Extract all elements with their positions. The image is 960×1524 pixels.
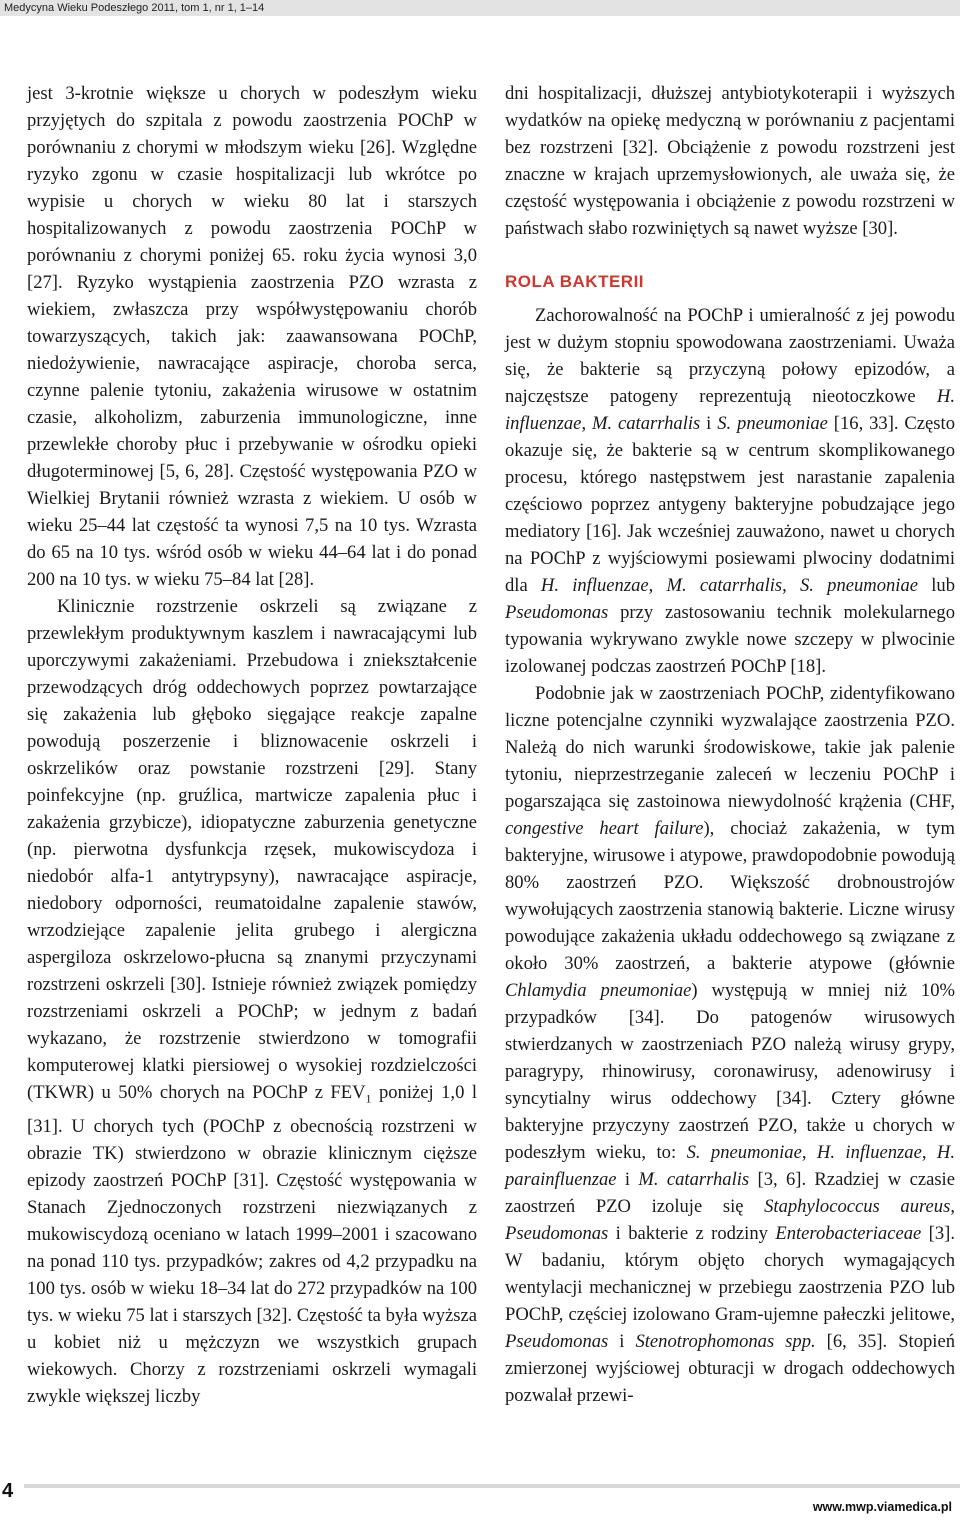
text: [3, 6]. Rzadziej w czasie zaostrzeń PZO izoluje się [505,1169,955,1217]
species-name: Pseudomonas [505,1331,609,1352]
species-name: H. influenzae [505,386,955,434]
text: , [950,1196,955,1217]
species-name: H. influenzae [540,575,649,596]
species-name: S. pneumoniae [800,575,919,596]
right-column [505,80,955,1409]
text: przy zastosowaniu technik molekularnego typowania wykrywano zwykle nowe szczepy w plwocinie izolowanej podczas zaostrzeń POChP [18]. [505,602,955,677]
text: Podobnie jak w zaostrzeniach POChP, zidentyfikowano liczne potencjalne czynniki wyzwalające zaostrzenia PZO. Należą do nich warunki środowiskowe, takie jak palenie tytoniu, nieprzestrzeganie zaleceń w leczeniu POChP i pogarszająca się zastoinowa niewydolność krążenia (CHF, [505,683,955,812]
species-name: H. influenzae [816,1142,922,1163]
text: [16, 33]. Często okazuje się, że bakterie są w centrum skomplikowanego procesu, którego następstwem jest narastanie zapalenia częściowo poprzez antygeny bakteryjne pobudzające jego mediatory [16]. Jak wcześniej zauważono, nawet u chorych na POChP z wyjściowymi posiewami plwociny dodatnimi dla [505,413,956,596]
species-name: Staphylococcus aureus [764,1196,951,1217]
left-paragraph-2-text-a: Klinicznie rozstrzenie oskrzeli są związane z przewlekłym produktywnym kaszlem i nawracającymi lub uporczywymi zakażeniami. Przebudowa i zniekształcenie przewodzących dróg oddechowych poprzez powtarzające się zakażenia lub głęboko sięgające reakcje zapalne powodują poszerzenie i bliznowacenie oskrzeli i oskrzelików oraz powstanie rozstrzeni [29]. Stany poinfekcyjne (np. gruźlica, martwicze zapalenia płuc i zakażenia grzybicze), idiopatyczne zaburzenia genetyczne (np. pierwotna dysfunkcja rzęsek, mukowiscydoza i niedobór alfa-1 antytrypsyny), nawracające aspiracje, niedobory odporności, reumatoidalne zapalenie stawów, wrzodziejące zapalenie jelita grubego i alergiczna aspergiloza oskrzelowo-płucna są znanymi przyczynami rozstrzeni oskrzeli [30]. Istnieje również związek pomiędzy rozstrzeniami oskrzeli a POChP; w jednym z badań wykazano, że rozstrzenie stwierdzono w tomografii komputerowej klatki piersiowej o wysokiej rozdzielczości (TKWR) u 50% chorych na POChP z FEV [27,596,477,1103]
text: i [616,1169,639,1190]
text: , [782,575,800,596]
text: Zachorowalność na POChP i umieralność z jej powodu jest w dużym stopniu spowodowana zaostrzeniami. Uważa się, że bakterie są przyczyną połowy epizodów, a najczęstsze patogeny reprezentują nieotoczkowe [505,305,955,407]
text: lub [918,575,955,596]
text: , [581,413,592,434]
left-paragraph-1: jest 3-krotnie większe u chorych w podeszłym wieku przyjętych do szpitala z powodu zaostrzenia POChP w porównaniu z chorymi w młodszym wieku [26]. Względne ryzyko zgonu w czasie hospitalizacji lub wkrótce po wypisie u chorych w wieku 80 lat i starszych hospitalizowanych z powodu zaostrzenia POChP w porównaniu z chorymi poniżej 65. roku życia wynosi 3,0 [27]. Ryzyko wystąpienia zaostrzenia PZO wzrasta z wiekiem, zwłaszcza przy współwystępowaniu chorób towarzyszących, takich jak: zaawansowana POChP, niedożywienie, nawracające aspiracje, choroba serca, czynne palenie tytoniu, zakażenia wirusowe w ostatnim czasie, alkoholizm, zaburzenia immunologiczne, inne przewlekłe choroby płuc i przebywanie w ośrodku opieki długoterminowej [5, 6, 28]. Częstość występowania PZO w Wielkiej Brytanii również wzrasta z wiekiem. U osób w wieku 25–44 lat częstość ta wynosi 7,5 na 10 tys. Wzrasta do 65 na 10 tys. wśród osób w wieku 44–64 lat i do ponad 200 na 10 tys. w wieku 75–84 lat [28]. [27,83,477,590]
species-name: Enterobacteriaceae [775,1223,922,1244]
left-paragraph-2-text-b: poniżej 1,0 l [31]. U chorych tych (POChP z obecnością rozstrzeni w obrazie TK) stwierdzono w obrazie klinicznym cięższe epizody zaostrzeń POChP [31]. Częstość występowania w Stanach Zjednoczonych rozstrzeni niezwiązanych z mukowiscydozą oceniano w latach 1999–2001 i szacowano na ponad 110 tys. przypadków; zakres od 4,2 przypadku na 100 tys. osób w wieku 18–34 lat do 272 przypadków na 100 tys. w wieku 75 lat i starszych [32]. Częstość ta była wyższa u kobiet niż u mężczyzn we wszystkich grupach wiekowych. Chorzy z rozstrzeniami oskrzeli wymagali zwykle większej liczby [27,1082,477,1407]
text: i [700,413,718,434]
species-name: M. catarrhalis [591,413,701,434]
text: , [921,1142,937,1163]
text: , [801,1142,817,1163]
section-heading: ROLA BAKTERII [505,272,645,291]
header-bar [0,0,960,16]
text: ), chociaż zakażenia, w tym bakteryjne, wirusowe i atypowe, prawdopodobnie powodują 80% zaostrzeń PZO. Większość drobnoustrojów wywołujących zaostrzenia stanowią bakterie. Liczne wirusy powodujące zakażenia układu oddechowego są związane z około 30% zaostrzeń, a bakterie atypowe (głównie [505,818,956,974]
text: i bakterie z rodziny [608,1223,776,1244]
text: i [608,1331,636,1352]
species-name: S. pneumoniae [686,1142,802,1163]
species-name: M. catarrhalis [638,1169,750,1190]
species-name: M. catarrhalis [666,575,783,596]
text: [6, 35]. Stopień zmierzonej wyjściowej obturacji w drogach oddechowych pozwalał przewi- [505,1331,956,1406]
species-name: H. parainfluenzae [505,1142,955,1190]
left-paragraph-2 [27,593,477,1410]
italic-term: congestive heart failure [505,818,704,839]
text: ) występują w mniej niż 10% przypadków [34]. Do patogenów wirusowych stwierdzanych w zaostrzeniach PZO należą wirusy grypy, paragrypy, rhinowirusy, coronawirusy, adenowirusy i syncytialny wirus oddechowy [34]. Cztery główne bakteryjne przyczyny zaostrzeń PZO, także u chorych w podeszłym wieku, to: [505,980,955,1163]
journal-citation: Medycyna Wieku Podeszłego 2011, tom 1, nr 1, 1–14 [4,2,265,14]
fev-subscript: 1 [365,1091,372,1106]
species-name: Stenotrophomonas spp. [635,1331,816,1352]
species-name: Pseudomonas [505,602,609,623]
journal-url[interactable]: www.mwp.viamedica.pl [812,1500,952,1514]
right-paragraph-1: dni hospitalizacji, dłuższej antybiotykoterapii i wyższych wydatków na opiekę medyczną w porównaniu z pacjentami bez rozstrzeni [32]. Obciążenie z powodu rozstrzeni jest znaczne w krajach uprzemysłowionych, ale uważa się, że częstość występowania i obciążenie z powodu rozstrzeni w państwach słabo rozwiniętych są nawet wyższe [30]. [505,83,955,239]
page-number: 4 [0,1480,24,1506]
species-name: Pseudomonas [505,1223,609,1244]
species-name: S. pneumoniae [717,413,828,434]
left-column [27,80,477,1410]
footer-rule [0,1484,960,1488]
right-paragraph-3 [505,680,955,1409]
species-name: Chlamydia pneumoniae [505,980,692,1001]
text: [3]. W badaniu, którym objęto chorych wymagających wentylacji mechanicznej w przebiegu zaostrzenia PZO lub POChP, częściej izolowano Gram-ujemne pałeczki jelitowe, [505,1223,955,1325]
right-paragraph-2 [505,302,955,680]
text: , [648,575,667,596]
